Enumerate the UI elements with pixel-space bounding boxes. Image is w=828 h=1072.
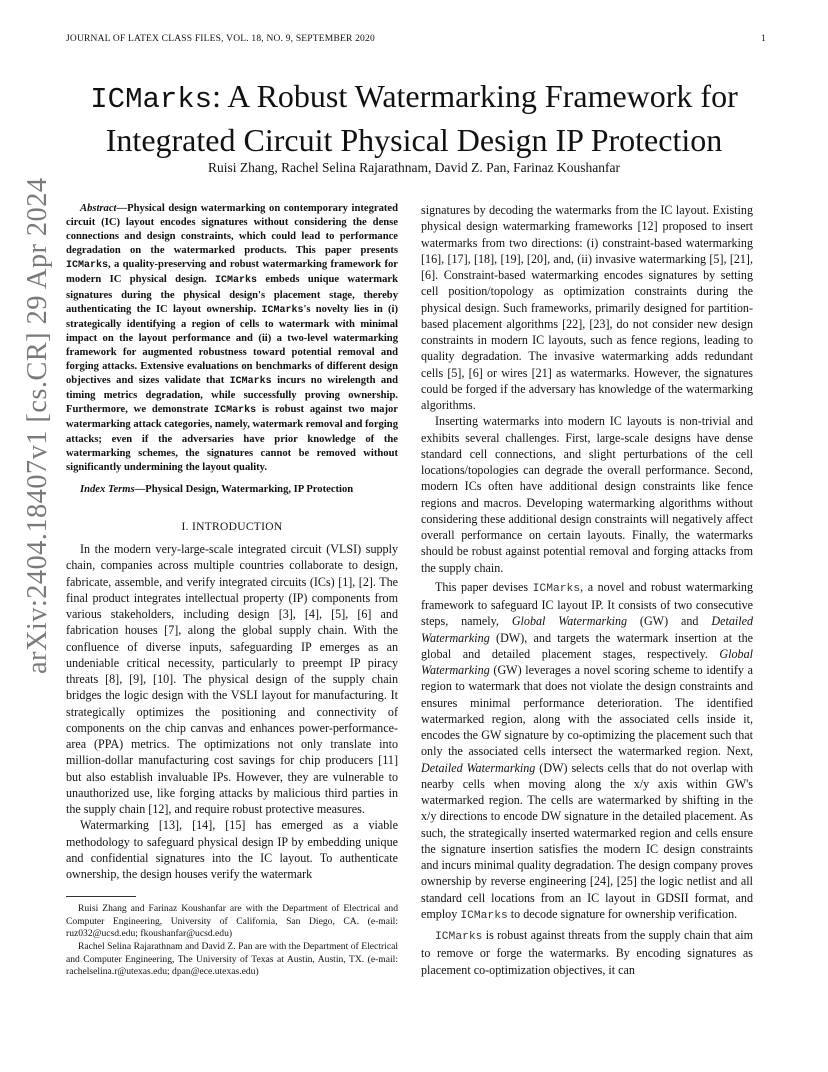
abstract (66, 202, 398, 475)
paper-title (40, 76, 788, 160)
left-column (66, 202, 398, 979)
body-paragraph: Inserting watermarks into modern IC layouts is non-trivial and exhibits several challenges. First, large-scale designs have dense standard cell connections, and slight perturbations of the cell locations/topologies can degrade the overall performance. Second, modern ICs often have additional design constraints like fence regions and macros. Developing watermarking algorithms without considering these additional design constraints will negatively affect overall performance on certain layouts. Finally, the watermarks should be robust against potential removal and forging attacks from the supply chain. (421, 414, 753, 575)
term-dw: Detailed Watermarking (421, 614, 754, 645)
system-name: ICMarks (229, 376, 272, 388)
section-heading: I. INTRODUCTION (181, 520, 283, 533)
term-gw: Global Watermarking (511, 614, 628, 629)
body-paragraph (421, 927, 753, 978)
author-list: Ruisi Zhang, Rachel Selina Rajarathnam, David Z. Pan, Farinaz Koushanfar (207, 160, 620, 175)
page-number: 1 (761, 34, 766, 44)
system-name: ICMarks (532, 582, 581, 595)
body-text: , a novel and robust watermarking framework to safeguard IC layout IP. It consists of two consecutive steps, namely, (421, 579, 754, 629)
body-text: (DW), and targets the watermark insertion at the global and detailed placement stages, respectively. (421, 630, 753, 661)
system-name: ICMarks (435, 931, 483, 943)
system-name: ICMarks (215, 275, 258, 287)
body-paragraph: Watermarking [13], [14], [15] has emerged as a viable methodology to safeguard physical design IP by embedding unique and confidential signatures into the IC layout. To authenticate ownership, the design houses verify the watermark (66, 818, 398, 882)
author-footnote (66, 903, 398, 979)
abstract-text: , a quality-preserving and robust watermarking framework for modern IC physical design. (66, 259, 398, 286)
index-terms-label: Index Terms (80, 483, 135, 495)
system-name: ICMarks (460, 909, 508, 922)
abstract-label: Abstract (80, 203, 117, 214)
footnote-affiliation: Rachel Selina Rajarathnam and David Z. Pan are with the Department of Electrical and Computer Engineering, The University of Texas at Austin, Austin, TX. (e-mail: rachelselina.r@utexas.edu; dpan@ece.utexas.edu) (66, 941, 398, 978)
abstract-text: embeds unique watermark signatures during the physical design's placement stage, thereby authenticating the IC layout ownership. (66, 274, 399, 315)
journal-header: JOURNAL OF LATEX CLASS FILES, VOL. 18, NO. 9, SEPTEMBER 2020 (66, 34, 375, 44)
body-text: This paper devises (435, 579, 533, 594)
body-paragraph (421, 579, 753, 924)
abstract-text: incurs no wirelength and timing metrics degradation, while successfully proving ownership. Furthermore, we demonstrate (66, 375, 398, 416)
arxiv-stamp (20, 177, 56, 674)
body-text: to decode signature for ownership verification. (507, 906, 738, 921)
body-paragraph: signatures by decoding the watermarks from the IC layout. Existing physical design watermarking frameworks [12] proposed to insert watermarks from two directions: (i) constraint-based watermarking [16], [17], [18], [19], [20], and, (ii) invasive watermarking [5], [21], [6]. Constraint-based watermarking encodes signatures by setting cell position/topology as optimization constraints during the physical design. Such frameworks, primarily designed for partition-based placement algorithms [22], [23], do not consider new design constraints in modern IC layouts, such as fence regions, leading to quality degradation. The invasive watermarking adds redundant cells [5], [6] or wires [21] as watermarks. However, the signatures could be forged if the adversary has knowledge of the watermarking algorithms. (421, 203, 753, 412)
index-terms (66, 483, 398, 497)
footnote-divider (66, 896, 136, 897)
body-text: (DW) selects cells that do not overlap with nearby cells when moving along the x/y axis within GW's watermarked region. The cells are watermarked by shifting in the x/y directions to encode DW signature in the detailed placement. As such, the strategically inserted watermarked region and cells ensure the signature insertion satisfies the modern IC design constraints and incurs minimal quality degradation. The design company proves ownership by reverse engineering [24], [25] the logic netlist and all standard cell locations from an IC layout in GDSII format, and employ (421, 760, 753, 921)
system-name: ICMarks (261, 304, 304, 316)
term-dw: Detailed Watermarking (421, 760, 536, 775)
abstract-text: 's novelty lies in (i) strategically identifying a region of cells to watermark with minimal impact on the layout performance and (ii) a two-level watermarking framework for augmented robustness toward potential removal and forging attacks. Extensive evaluations on benchmarks of different design objectives and sizes validate that (66, 303, 398, 387)
abstract-text: —Physical design watermarking on contemporary integrated circuit (IC) layout encodes signatures without considering the dense connections and design constraints, which could lead to performance degradation on the watermarked products. This paper presents (66, 203, 398, 257)
footnote-affiliation: Ruisi Zhang and Farinaz Koushanfar are with the Department of Electrical and Computer Engineering, University of California, San Diego, CA. (e-mail: ruz032@ucsd.edu; fkoushanfar@ucsd.edu) (66, 903, 398, 940)
right-column (421, 202, 753, 978)
body-text: is robust against threats from the supply chain that aim to remove or forge the watermarks. By encoding signatures as placement co-optimization objectives, it can (421, 928, 753, 977)
system-name: ICMarks (214, 405, 257, 417)
body-text: (GW) and (627, 614, 712, 629)
body-text: (GW) leverages a novel scoring scheme to identify a region to watermark that does not violate the design constraints and ensures minimal performance deterioration. The identified watermarked region, along with the associated cells inside it, encodes the GW signature by co-optimizing the placement such that only the associated cells intersect the watermarked region. Next, (421, 663, 753, 759)
title-system-name: ICMarks (90, 83, 213, 116)
term-gw: Global Watermarking (421, 646, 753, 677)
abstract-text: is robust against two major watermarking attack categories, namely, watermark removal and forging attacks; even if the adversaries have prior knowledge of the watermarking schemes, the signatures cannot be removed without significantly undermining the layout quality. (66, 404, 398, 473)
index-terms-text: —Physical Design, Watermarking, IP Protection (134, 483, 354, 495)
arxiv-identifier: arXiv:2404.18407v1 [cs.CR] 29 Apr 2024 (22, 177, 53, 674)
title-line1: : A Robust Watermarking Framework for (212, 78, 738, 114)
body-paragraph: In the modern very-large-scale integrated circuit (VLSI) supply chain, companies across multiple countries collaborate to design, fabricate, assemble, and verify integrated circuits (ICs) [1], [2]. The final product integrates intellectual property (IP) components from various stakeholders, including design [3], [4], [5], [6] and fabrication houses [7], along the global supply chain. With the confluence of diverse inputs, safeguarding IP emerges as an undeniable critical necessity, particularly to preempt IP piracy threats [8], [9], [10]. The physical design of the supply chain bridges the logic design with the VSLI layout for manufacturing. It strategically optimizes the positioning and connectivity of components on the chip canvas and enhances power-performance-area (PPA) metrics. The optimizations not only translate into million-dollar manufacturing cost savings for chip producers [11] but also establish invaluable IPs. However, they are vulnerable to unauthorized use, like forging attacks by malicious third parties in the supply chain [12], and require robust protective measures. (66, 542, 398, 817)
system-name: ICMarks (66, 260, 109, 272)
title-line2: Integrated Circuit Physical Design IP Protection (105, 122, 723, 158)
